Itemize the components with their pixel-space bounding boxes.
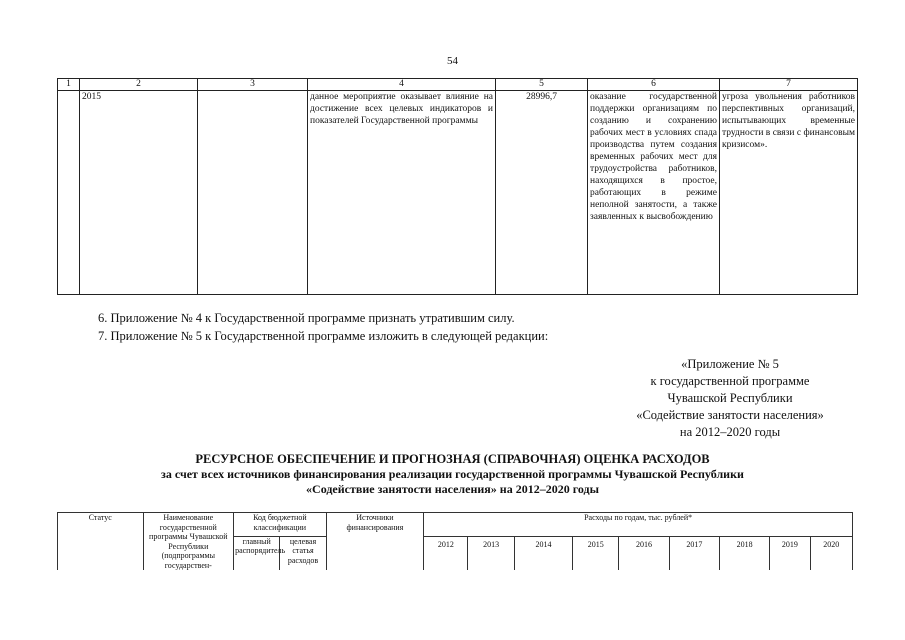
table-row <box>58 91 858 295</box>
heading-line: за счет всех источников финансирования реализации государственной программы Чувашской Республики <box>161 467 744 481</box>
budget-code-header: Код бюджетной классификации <box>234 513 327 537</box>
appendix-note <box>600 356 860 441</box>
year-header: 2013 <box>468 536 514 570</box>
funding-sources-header: Источники финансирования <box>326 513 424 571</box>
col-header: 6 <box>588 79 720 91</box>
col-header: 4 <box>308 79 496 91</box>
year-header: 2012 <box>424 536 468 570</box>
appendix-line: «Содействие занятости населения» <box>636 408 824 422</box>
status-header: Статус <box>58 513 144 571</box>
paragraph-6: 6. Приложение № 4 к Государственной программе признать утратившим силу. <box>98 311 515 325</box>
table-header-row <box>58 79 858 91</box>
heading-line: РЕСУРСНОЕ ОБЕСПЕЧЕНИЕ И ПРОГНОЗНАЯ (СПРАВОЧНАЯ) ОЦЕНКА РАСХОДОВ <box>195 452 710 466</box>
document-heading <box>40 452 865 497</box>
year-header: 2018 <box>719 536 769 570</box>
heading-line: «Содействие занятости населения» на 2012–2020 годы <box>306 482 599 496</box>
appendix-line: на 2012–2020 годы <box>679 425 781 439</box>
paragraph-7: 7. Приложение № 5 к Государственной программе изложить в следующей редакции: <box>98 329 549 343</box>
year-header: 2014 <box>514 536 572 570</box>
table-cell <box>58 91 80 295</box>
col-header: 2 <box>80 79 198 91</box>
resources-table-header <box>57 512 853 570</box>
page-number: 54 <box>447 55 458 67</box>
year-header: 2016 <box>619 536 669 570</box>
table-cell-amount: 28996,7 <box>496 91 588 295</box>
col-header: 5 <box>496 79 588 91</box>
col-header: 1 <box>58 79 80 91</box>
appendix-line: «Приложение № 5 <box>681 357 779 371</box>
main-manager-header: главный распорядитель <box>234 536 280 570</box>
year-header: 2020 <box>810 536 852 570</box>
expenses-header: Расходы по годам, тыс. рублей* <box>424 513 853 537</box>
appendix-line: к государственной программе <box>650 374 810 388</box>
col-header: 7 <box>720 79 858 91</box>
col-header: 3 <box>198 79 308 91</box>
table-cell-description: данное мероприятие оказывает влияние на достижение всех целевых индикаторов и показателей Государственной программы <box>308 91 496 295</box>
table-cell-measure: оказание государственной поддержки организациям по созданию и сохранению рабочих мест в условиях спада производства путем создания временных рабочих мест для трудоустройства работников, находящихся в простое, работающих в режиме неполной занятости, а также заявленных к высвобождению <box>588 91 720 295</box>
continuation-table <box>57 78 858 295</box>
year-header: 2017 <box>669 536 719 570</box>
target-item-header: целевая статья расходов <box>280 536 326 570</box>
table-cell-year: 2015 <box>80 91 198 295</box>
year-header: 2019 <box>770 536 810 570</box>
table-cell-risk: угроза увольнения работников перспективных организаций, испытывающих временные трудности в связи с финансовым кризисом». <box>720 91 858 295</box>
table-cell <box>198 91 308 295</box>
year-header: 2015 <box>573 536 619 570</box>
program-name-header: Наименование государственной программы Чувашской Республики (подпрограммы государствен- <box>143 513 234 571</box>
appendix-line: Чувашской Республики <box>667 391 793 405</box>
